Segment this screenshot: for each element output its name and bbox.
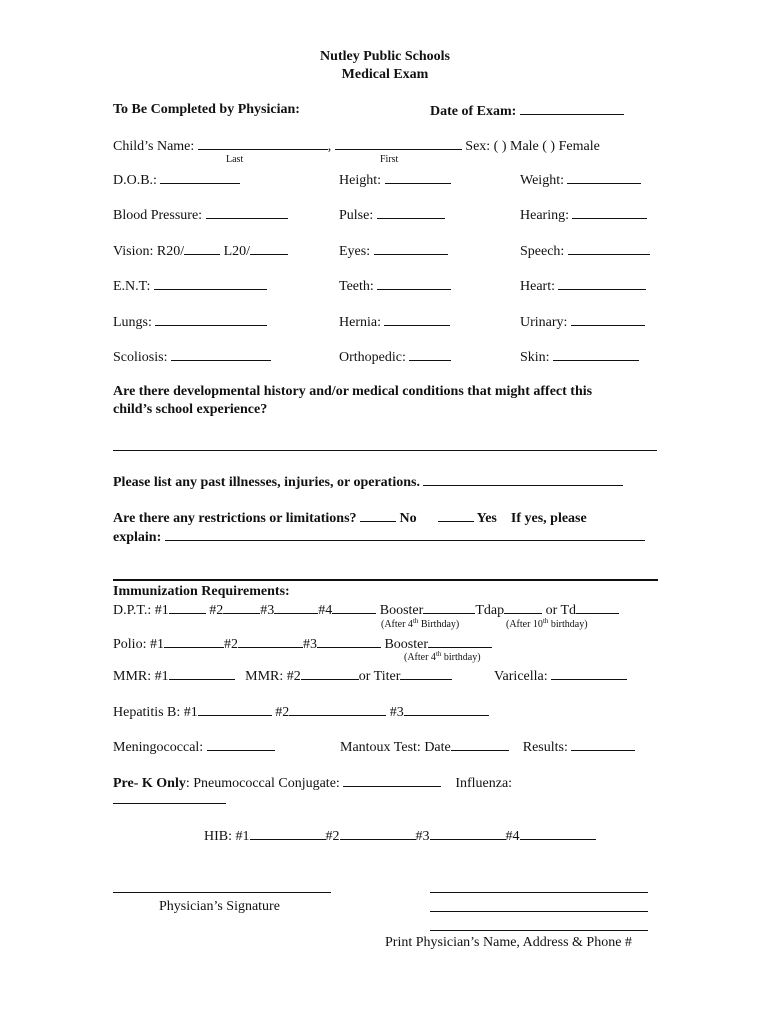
form-title: Medical Exam bbox=[341, 67, 429, 82]
height-row: Height: bbox=[339, 172, 451, 188]
tdap-field[interactable] bbox=[504, 602, 542, 614]
physician-phone-line[interactable] bbox=[430, 930, 648, 931]
lungs-field[interactable] bbox=[155, 314, 267, 326]
hepb-row: Hepatitis B: #1 #2 #3 bbox=[113, 704, 489, 720]
mmr-2-field[interactable] bbox=[301, 668, 359, 680]
urinary-field[interactable] bbox=[571, 314, 645, 326]
bp-row: Blood Pressure: bbox=[113, 207, 288, 223]
hib-2-field[interactable] bbox=[340, 828, 416, 840]
first-name-field[interactable] bbox=[335, 138, 462, 150]
hib-4-field[interactable] bbox=[520, 828, 596, 840]
urinary-row: Urinary: bbox=[520, 314, 645, 330]
dpt-2-field[interactable] bbox=[223, 602, 260, 614]
hepb-1-field[interactable] bbox=[198, 704, 272, 716]
vision-row: Vision: R20/ L20/ bbox=[113, 243, 288, 259]
meningococcal-row: Meningococcal: bbox=[113, 739, 275, 755]
skin-row: Skin: bbox=[520, 349, 639, 365]
hib-1-field[interactable] bbox=[250, 828, 326, 840]
restrictions-no-field[interactable] bbox=[360, 510, 396, 522]
scoliosis-row: Scoliosis: bbox=[113, 349, 271, 365]
sex-options[interactable]: Sex: ( ) Male ( ) Female bbox=[465, 139, 600, 154]
mantoux-date-field[interactable] bbox=[451, 739, 509, 751]
height-field[interactable] bbox=[385, 172, 451, 184]
physician-signature-label: Physician’s Signature bbox=[159, 899, 280, 914]
section-divider bbox=[113, 579, 658, 581]
illness-question: Please list any past illnesses, injuries, or operations. bbox=[113, 474, 623, 490]
physician-name-line[interactable] bbox=[430, 892, 648, 893]
completed-by-label: To Be Completed by Physician: bbox=[113, 102, 300, 117]
hernia-field[interactable] bbox=[384, 314, 450, 326]
illness-field[interactable] bbox=[423, 474, 623, 486]
hepb-2-field[interactable] bbox=[289, 704, 386, 716]
varicella-row: Varicella: bbox=[494, 668, 627, 684]
heart-row: Heart: bbox=[520, 278, 646, 294]
hernia-row: Hernia: bbox=[339, 314, 450, 330]
explain-row: explain: bbox=[113, 529, 645, 545]
mantoux-results-field[interactable] bbox=[571, 739, 635, 751]
dev-answer-line[interactable] bbox=[113, 450, 657, 451]
polio-booster-field[interactable] bbox=[428, 636, 492, 648]
polio-2-field[interactable] bbox=[238, 636, 303, 648]
after-10th-birthday-caption: (After 10th birthday) bbox=[506, 617, 588, 630]
after-4th-birthday-caption: (After 4th Birthday) bbox=[381, 617, 460, 630]
skin-field[interactable] bbox=[553, 349, 639, 361]
signature-line[interactable] bbox=[113, 892, 331, 893]
vision-right-field[interactable] bbox=[184, 243, 220, 255]
dob-field[interactable] bbox=[160, 172, 240, 184]
first-caption: First bbox=[380, 154, 399, 165]
mmr-row: MMR: #1 MMR: #2 or Titer bbox=[113, 668, 452, 684]
td-field[interactable] bbox=[576, 602, 619, 614]
meningococcal-field[interactable] bbox=[207, 739, 275, 751]
last-caption: Last bbox=[226, 154, 244, 165]
polio-3-field[interactable] bbox=[317, 636, 381, 648]
restrictions-row: Are there any restrictions or limitations? No Yes If yes, please bbox=[113, 511, 587, 526]
child-name-row: Child’s Name: , Sex: ( ) Male ( ) Female bbox=[113, 139, 600, 154]
dev-question-line1: Are there developmental history and/or medical conditions that might affect this bbox=[113, 384, 593, 399]
lungs-row: Lungs: bbox=[113, 314, 267, 330]
weight-row: Weight: bbox=[520, 172, 641, 188]
hepb-3-field[interactable] bbox=[404, 704, 489, 716]
restrictions-yes-field[interactable] bbox=[438, 510, 474, 522]
teeth-row: Teeth: bbox=[339, 278, 451, 294]
ent-field[interactable] bbox=[154, 278, 267, 290]
prek-label: Pre- K Only bbox=[113, 776, 186, 791]
polio-after-4th-caption: (After 4th birthday) bbox=[404, 650, 481, 663]
eyes-row: Eyes: bbox=[339, 243, 448, 259]
mantoux-row: Mantoux Test: Date Results: bbox=[340, 739, 635, 755]
print-physician-info-label: Print Physician’s Name, Address & Phone # bbox=[385, 935, 632, 950]
bp-field[interactable] bbox=[206, 207, 288, 219]
physician-address-line[interactable] bbox=[430, 911, 648, 912]
orthopedic-row: Orthopedic: bbox=[339, 349, 451, 365]
hearing-row: Hearing: bbox=[520, 207, 647, 223]
school-name: Nutley Public Schools bbox=[320, 49, 450, 64]
polio-row: Polio: #1 #2 #3 Booster bbox=[113, 636, 492, 652]
hib-row: HIB: #1 #2 #3 #4 bbox=[204, 828, 596, 844]
orthopedic-field[interactable] bbox=[409, 349, 451, 361]
hearing-field[interactable] bbox=[572, 207, 647, 219]
heart-field[interactable] bbox=[558, 278, 646, 290]
date-of-exam-field[interactable] bbox=[520, 103, 624, 115]
explain-field[interactable] bbox=[165, 529, 645, 541]
dpt-booster-field[interactable] bbox=[423, 602, 475, 614]
prek-row: Pre- K Only: Pneumococcal Conjugate: Influenza: bbox=[113, 776, 513, 791]
polio-1-field[interactable] bbox=[164, 636, 224, 648]
mmr-titer-field[interactable] bbox=[400, 668, 452, 680]
date-of-exam-label: Date of Exam: bbox=[430, 103, 624, 119]
pulse-row: Pulse: bbox=[339, 207, 445, 223]
dpt-row: D.P.T.: #1 #2 #3 #4 Booster Tdap or Td bbox=[113, 602, 619, 618]
speech-field[interactable] bbox=[568, 243, 650, 255]
ent-row: E.N.T: bbox=[113, 278, 267, 294]
varicella-field[interactable] bbox=[551, 668, 627, 680]
pneumococcal-field[interactable] bbox=[343, 775, 441, 787]
dob-row: D.O.B.: bbox=[113, 172, 240, 188]
mmr-1-field[interactable] bbox=[169, 668, 235, 680]
dpt-1-field[interactable] bbox=[169, 602, 206, 614]
weight-field[interactable] bbox=[567, 172, 641, 184]
last-name-field[interactable] bbox=[198, 138, 328, 150]
eyes-field[interactable] bbox=[374, 243, 448, 255]
pulse-field[interactable] bbox=[377, 207, 445, 219]
dpt-4-field[interactable] bbox=[332, 602, 376, 614]
hib-3-field[interactable] bbox=[430, 828, 506, 840]
dpt-3-field[interactable] bbox=[274, 602, 318, 614]
teeth-field[interactable] bbox=[377, 278, 451, 290]
scoliosis-field[interactable] bbox=[171, 349, 271, 361]
immunization-title: Immunization Requirements: bbox=[113, 584, 290, 599]
influenza-field[interactable] bbox=[113, 803, 226, 804]
dev-question-line2: child’s school experience? bbox=[113, 402, 268, 417]
speech-row: Speech: bbox=[520, 243, 650, 259]
vision-left-field[interactable] bbox=[250, 243, 288, 255]
